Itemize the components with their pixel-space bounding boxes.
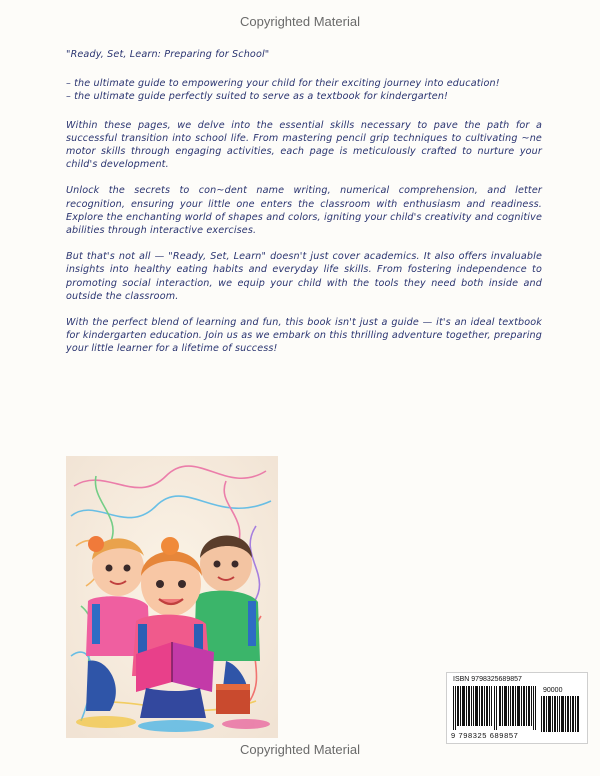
barcode-digits: 9 798325 689857 bbox=[451, 731, 519, 740]
blurb-paragraph: Within these pages, we delve into the essential skills necessary to pave the path for a successful transition into school life. From mastering pencil grip techniques to cultivating ~ne motor skills through engaging activities, each page is meticulously crafted to nurture your child's development. bbox=[66, 119, 542, 171]
blurb-tagline-group bbox=[66, 77, 542, 103]
barcode-bars bbox=[453, 686, 539, 730]
price-code: 90000 bbox=[543, 687, 563, 694]
cover-blurb bbox=[66, 48, 542, 369]
blurb-paragraph: With the perfect blend of learning and fun, this book isn't just a guide — it's an ideal textbook for kindergarten education. Join us as we embark on this thrilling adventure together, preparing your little learner for a lifetime of success! bbox=[66, 317, 542, 355]
isbn-number: ISBN 9798325689857 bbox=[453, 676, 522, 683]
blurb-tagline: – the ultimate guide perfectly suited to serve as a textbook for kindergarten! bbox=[66, 91, 449, 103]
isbn-barcode bbox=[446, 672, 588, 744]
copyright-watermark-bottom: Copyrighted Material bbox=[240, 742, 360, 757]
blurb-paragraph: But that's not all — "Ready, Set, Learn" doesn't just cover academics. It also offers invaluable insights into healthy eating habits and everyday life skills. From fostering independence to promoting social interaction, we equip your child with the tools they need both inside and outside the classroom. bbox=[66, 251, 542, 302]
children-reading-illustration bbox=[66, 456, 278, 738]
blurb-tagline: – the ultimate guide to empowering your child for their exciting journey into education! bbox=[66, 78, 500, 90]
copyright-watermark-top: Copyrighted Material bbox=[240, 14, 360, 29]
barcode-addon-bars bbox=[541, 696, 581, 732]
blurb-paragraph: Unlock the secrets to con~dent name writing, numerical comprehension, and letter recognition, ensuring your little one enters the classroom with enthusiasm and readiness. Explore the enchanting world of shapes and colors, igniting your child's creativity and cognitive abilities through interactive exercises. bbox=[66, 185, 542, 237]
blurb-title: "Ready, Set, Learn: Preparing for School" bbox=[66, 49, 270, 60]
